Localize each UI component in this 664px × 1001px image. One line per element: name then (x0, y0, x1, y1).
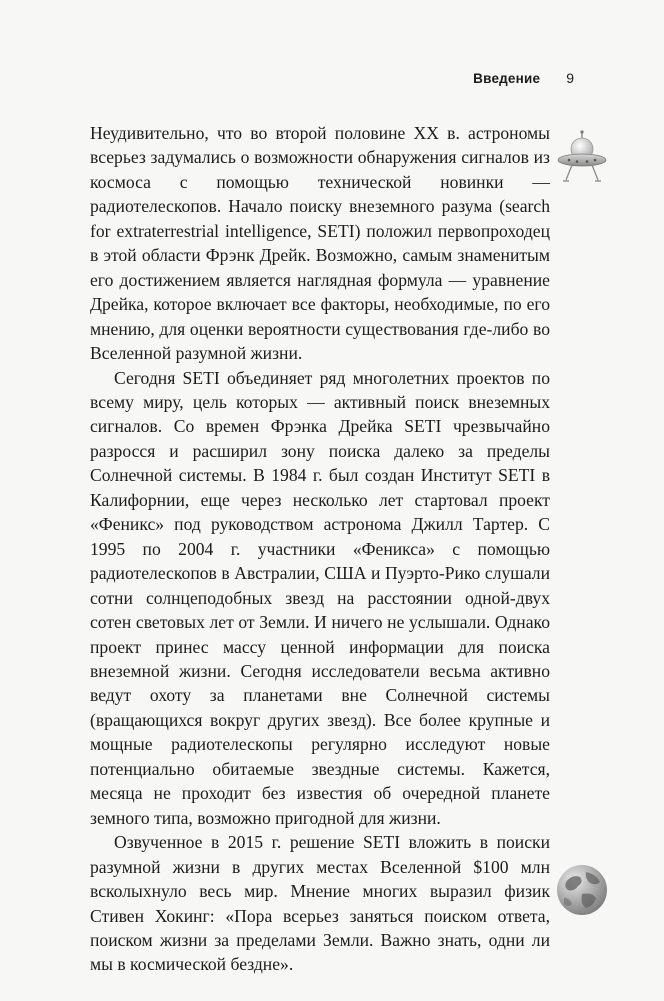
ufo-icon (557, 130, 607, 186)
paragraph: Сегодня SETI объединяет ряд многолетних проектов по всему миру, цель которых — активный поиск внеземных сигналов. Со времен Фрэнка Дрейка SETI чрезвычайно разросся и расширил зону поиска далеко за пределы Солнечной системы. В 1984 г. был создан Институт SETI в Калифорнии, еще через несколько лет стартовал проект «Феникс» под руководством астронома Джилл Тартер. С 1995 по 2004 г. участники «Феникса» с помощью радиотелескопов в Австралии, США и Пуэрто-Рико слушали сотни солнцеподобных звезд на расстоянии одной-двух сотен световых лет от Земли. И ничего не услышали. Однако проект принес массу ценной информации для поиска внеземной жизни. Сегодня исследователи весьма активно ведут охоту за планетами вне Солнечной системы (вращающихся вокруг других звезд). Все более крупные и мощные радиотелескопы регулярно исследуют новые потенциально обитаемые звездные системы. Кажется, месяца не проходит без известия об очередной планете земного типа, возможно пригодной для жизни. (90, 367, 550, 828)
paragraph: Озвученное в 2015 г. решение SETI вложить в поиски разумной жизни в других местах Вселенной $100 млн всколыхнуло весь мир. Мнение многих выразил физик Стивен Хокинг: «Пора всерьез заняться поиском ответа, поиском жизни за пределами Земли. Важно знать, одни ли мы в космической бездне». (90, 832, 550, 975)
page-number: 9 (566, 70, 574, 86)
section-title: Введение (473, 71, 541, 86)
globe-icon (556, 864, 608, 916)
running-header (90, 70, 574, 92)
paragraph: Неудивительно, что во второй половине XX в. астрономы всерьез задумались о возможности обнаружения сигналов из космоса с помощью технической новинки — радиотелескопов. Начало поиску внеземного разума (search for extraterrestrial intelligence, SETI) положил первопроходец в этой области Фрэнк Дрейк. Возможно, самым знаменитым его достижением является наглядная формула — уравнение Дрейка, которое включает все факторы, необходимые, по его мнению, для оценки вероятности существования где-либо во Вселенной разумной жизни. (90, 123, 550, 364)
body-text (90, 121, 550, 977)
